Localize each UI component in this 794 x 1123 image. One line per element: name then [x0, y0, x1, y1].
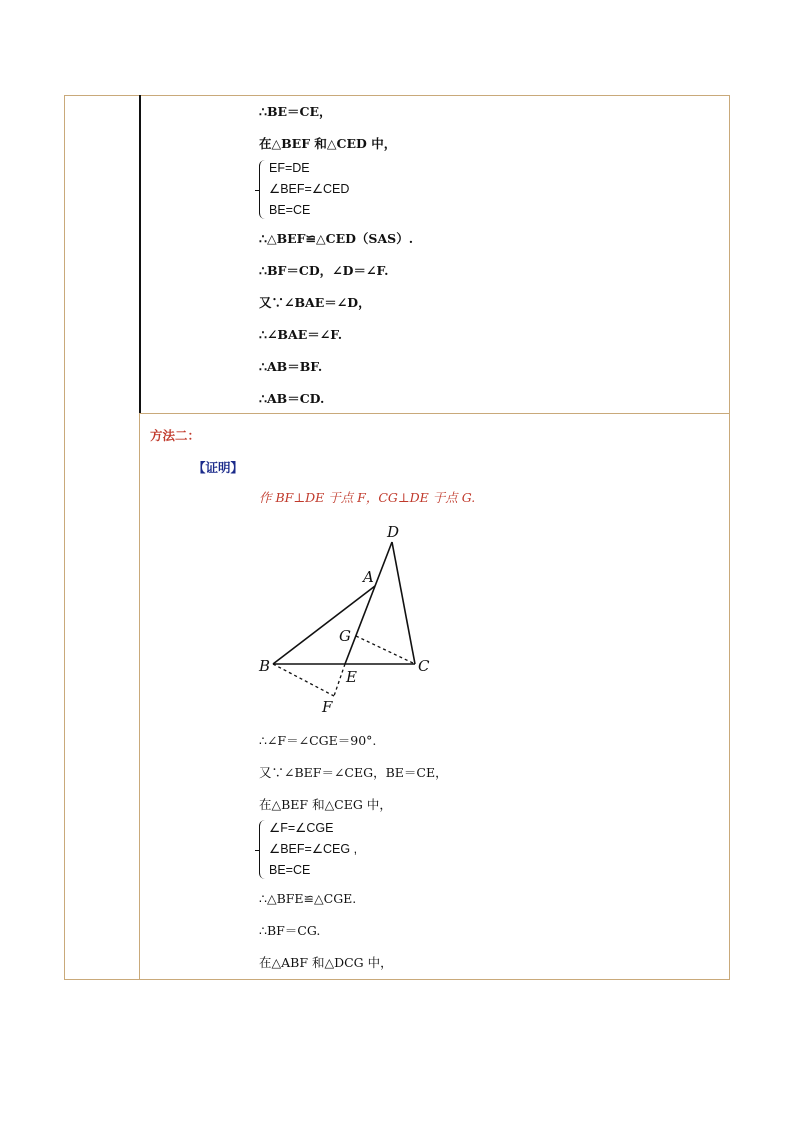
p2-line-right-angles: ∴∠F＝∠CGE＝90°. — [259, 733, 377, 748]
p1-system-row: BE=CE — [269, 203, 311, 217]
p2-line-congruent: ∴△BFE≌△CGE. — [259, 891, 357, 906]
label-g: G — [339, 627, 351, 645]
method-two-title: 方法二： — [150, 428, 201, 443]
label-c: C — [418, 657, 430, 675]
label-f: F — [322, 698, 333, 716]
label-d: D — [387, 523, 400, 541]
p1-line-be-ce: ∴BE＝CE， — [259, 104, 332, 119]
p2-line-in-triangles-2: 在△ABF 和△DCG 中， — [259, 955, 393, 970]
row-divider — [140, 413, 730, 414]
p1-line-in-triangles: 在△BEF 和△CED 中， — [259, 136, 397, 151]
p2-system-row: ∠F=∠CGE — [269, 821, 334, 835]
p2-line-bf-cg: ∴BF＝CG. — [259, 923, 321, 938]
p2-line-angles-equal: 又∵∠BEF＝∠CEG，BE＝CE， — [259, 765, 448, 780]
segment-ef-dashed — [334, 664, 345, 696]
brace-icon — [259, 820, 266, 879]
label-b: B — [259, 657, 271, 675]
p1-equation-system — [259, 158, 349, 221]
column-divider-dark — [139, 95, 141, 413]
p1-line-bae-d: 又∵∠BAE＝∠D， — [259, 295, 371, 310]
geometry-figure — [250, 518, 450, 718]
p1-system-row: ∠BEF=∠CED — [269, 182, 350, 196]
p1-system-row: EF=DE — [269, 161, 310, 175]
label-e: E — [346, 668, 357, 686]
p1-line-congruent: ∴△BEF≌△CED（SAS）. — [259, 231, 414, 246]
p2-system-row: BE=CE — [269, 863, 311, 877]
p1-line-bf-cd: ∴BF＝CD，∠D＝∠F. — [259, 263, 389, 278]
p2-system-row: ∠BEF=∠CEG , — [269, 842, 358, 856]
p1-line-ab-bf: ∴AB＝BF. — [259, 359, 323, 374]
segment-cg-dashed — [356, 636, 415, 664]
construction-text: 作 BF⊥DE 于点 F，CG⊥DE 于点 G. — [259, 490, 476, 505]
p2-equation-system — [259, 818, 357, 881]
label-a: A — [363, 568, 374, 586]
p2-line-in-triangles: 在△BEF 和△CEG 中， — [259, 797, 392, 812]
segment-dc — [392, 542, 415, 664]
brace-icon — [259, 160, 266, 219]
p1-line-bae-f: ∴∠BAE＝∠F. — [259, 327, 343, 342]
segment-bf-dashed — [273, 664, 334, 696]
proof-label: 【证明】 — [193, 460, 244, 475]
p1-line-ab-cd: ∴AB＝CD. — [259, 391, 325, 406]
